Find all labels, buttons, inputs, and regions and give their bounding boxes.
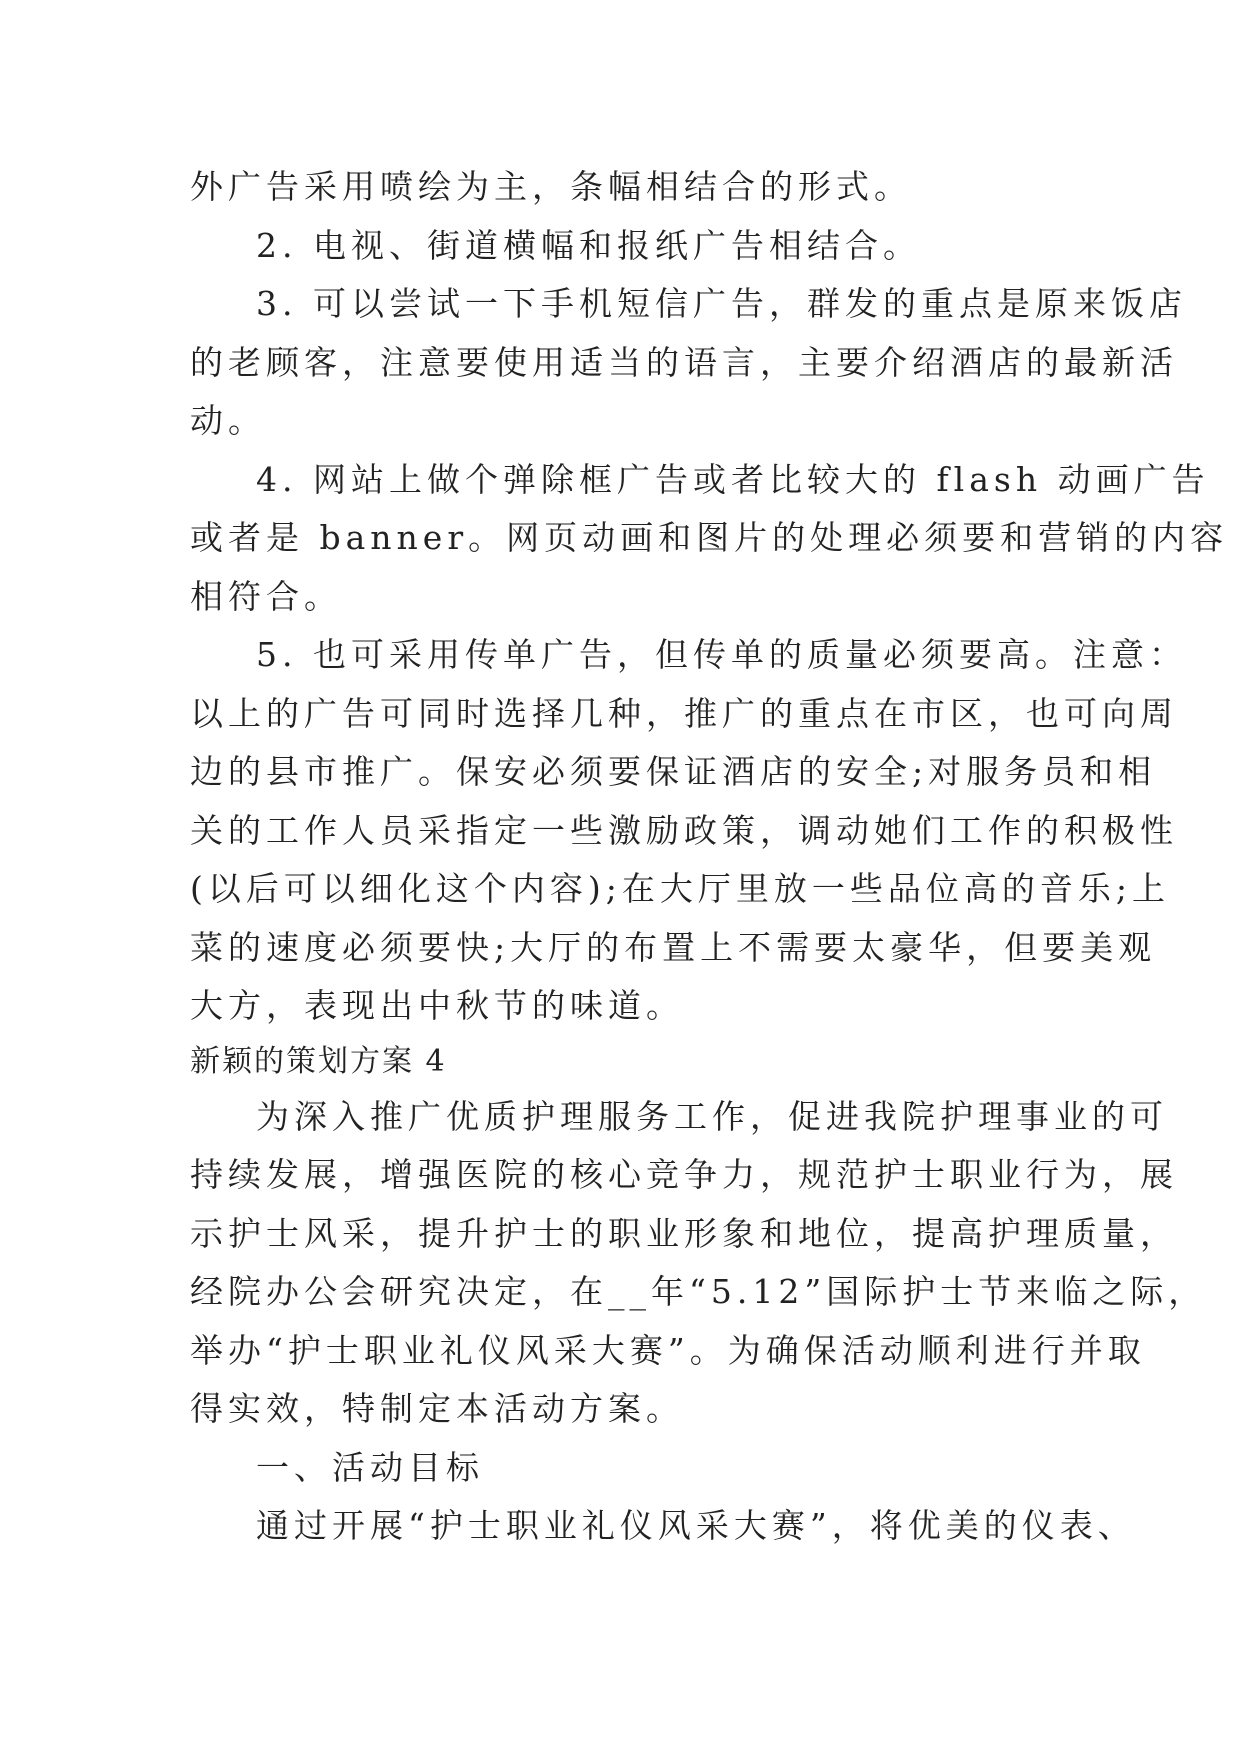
paragraph-line: (以后可以细化这个内容);在大厅里放一些品位高的音乐;上 <box>190 869 1170 908</box>
paragraph-line: 边的县市推广。保安必须要保证酒店的安全;对服务员和相 <box>190 752 1157 791</box>
paragraph-line: 大方，表现出中秋节的味道。 <box>190 986 684 1025</box>
paragraph-line: 为深入推广优质护理服务工作，促进我院护理事业的可 <box>256 1096 1168 1136</box>
paragraph-line: 相符合。 <box>190 576 342 616</box>
paragraph-line: 的老顾客，注意要使用适当的语言，主要介绍酒店的最新活 <box>190 342 1178 382</box>
paragraph-line: 持续发展，增强医院的核心竞争力，规范护士职业行为，展 <box>190 1155 1178 1194</box>
paragraph-line: 得实效，特制定本活动方案。 <box>190 1389 684 1428</box>
paragraph-line: 或者是 banner。网页动画和图片的处理必须要和营销的内容 <box>190 518 1229 557</box>
paragraph-line: 通过开展“护士职业礼仪风采大赛”，将优美的仪表、 <box>256 1506 1136 1545</box>
paragraph-line: 外广告采用喷绘为主，条幅相结合的形式。 <box>190 167 912 206</box>
paragraph-line: 以上的广告可同时选择几种，推广的重点在市区，也可向周 <box>190 693 1178 733</box>
paragraph-line: 经院办公会研究决定，在__年“5.12”国际护士节来临之际， <box>190 1272 1207 1311</box>
paragraph-line: 5. 也可采用传单广告，但传单的质量必须要高。注意： <box>256 635 1187 674</box>
paragraph-line: 3. 可以尝试一下手机短信广告，群发的重点是原来饭店 <box>256 284 1187 323</box>
paragraph-line: 2. 电视、街道横幅和报纸广告相结合。 <box>256 225 921 265</box>
paragraph-line: 4. 网站上做个弹除框广告或者比较大的 flash 动画广告 <box>256 459 1210 499</box>
paragraph-line: 动。 <box>190 401 266 440</box>
paragraph-line: 关的工作人员采指定一些激励政策，调动她们工作的积极性 <box>190 810 1178 850</box>
paragraph-line: 举办“护士职业礼仪风采大赛”。为确保活动顺利进行并取 <box>190 1330 1146 1370</box>
paragraph-line: 菜的速度必须要快;大厅的布置上不需要太豪华，但要美观 <box>190 927 1157 967</box>
section-heading: 新颖的策划方案 4 <box>190 1043 447 1079</box>
document-body <box>190 158 1229 1556</box>
subsection-heading: 一、活动目标 <box>256 1447 484 1487</box>
paragraph-line: 示护士风采，提升护士的职业形象和地位，提高护理质量， <box>190 1213 1178 1253</box>
